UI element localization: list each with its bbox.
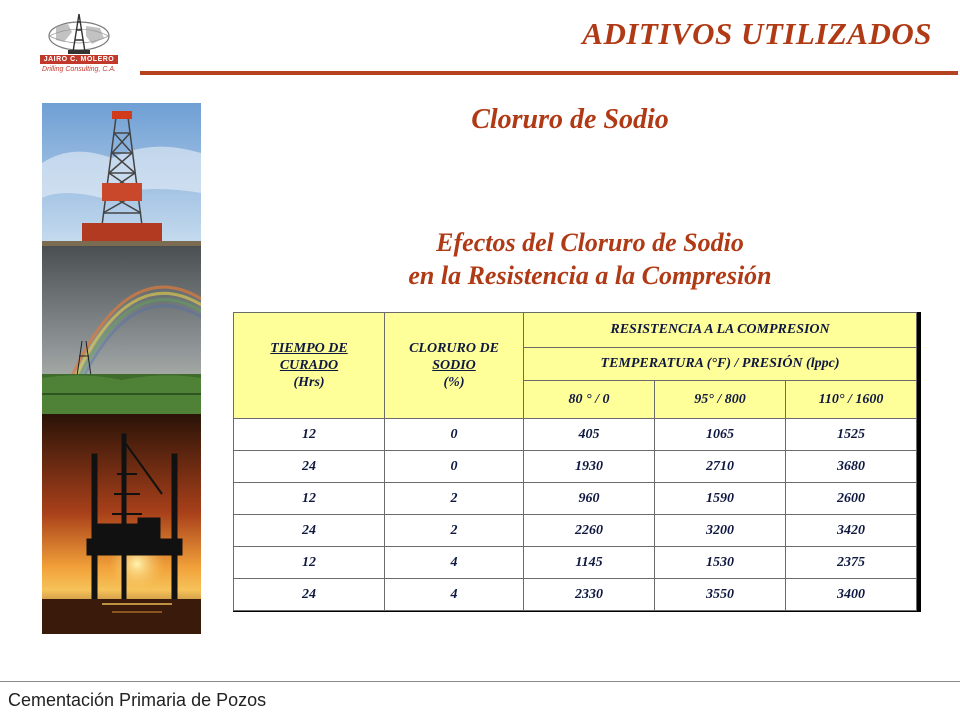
section-title-line-1: Efectos del Cloruro de Sodio: [436, 228, 744, 257]
table-cell: 0: [385, 451, 524, 483]
table-cell: 2330: [524, 579, 655, 611]
table-row: [234, 579, 917, 611]
table-cell: 3680: [786, 451, 917, 483]
header-sodium-chloride: CLORURO DE SODIO (%): [385, 313, 524, 419]
drilling-rig-photo: [42, 103, 201, 246]
table-cell: 3420: [786, 515, 917, 547]
table-row: [234, 515, 917, 547]
table-row: [234, 483, 917, 515]
table-cell: 1530: [655, 547, 786, 579]
rainbow-field-photo: [42, 246, 201, 414]
table-cell: 12: [234, 419, 385, 451]
table-cell: 4: [385, 579, 524, 611]
table-cell: 12: [234, 483, 385, 515]
table-row: [234, 451, 917, 483]
table-cell: 960: [524, 483, 655, 515]
footer-text: Cementación Primaria de Pozos: [8, 690, 267, 710]
table-row: [234, 419, 917, 451]
table-cell: 2600: [786, 483, 917, 515]
photo-strip: [42, 103, 201, 634]
table-cell: 2710: [655, 451, 786, 483]
section-title: [330, 226, 850, 292]
company-logo: [38, 12, 120, 74]
table-cell: 1065: [655, 419, 786, 451]
header-divider: [140, 71, 958, 75]
table-row: [234, 547, 917, 579]
header-condition-1: 80 ° / 0: [524, 381, 655, 419]
table-cell: 2260: [524, 515, 655, 547]
logo-name: JAIRO C. MOLERO: [40, 55, 118, 64]
table-cell: 24: [234, 451, 385, 483]
subtitle: Cloruro de Sodio: [471, 104, 669, 135]
table-cell: 405: [524, 419, 655, 451]
derrick-globe-icon: [38, 12, 120, 56]
table-cell: 3200: [655, 515, 786, 547]
compression-strength-table: [233, 312, 921, 612]
table-cell: 24: [234, 515, 385, 547]
table-cell: 1930: [524, 451, 655, 483]
section-title-line-2: en la Resistencia a la Compresión: [408, 261, 772, 290]
header-condition-3: 110° / 1600: [786, 381, 917, 419]
footer-divider: [0, 681, 960, 682]
table-cell: 3550: [655, 579, 786, 611]
offshore-platform-photo: [42, 414, 201, 634]
logo-tagline: Drilling Consulting, C.A.: [42, 66, 116, 73]
table-cell: 12: [234, 547, 385, 579]
header-compressive-strength: RESISTENCIA A LA COMPRESION: [524, 313, 917, 348]
table-cell: 1145: [524, 547, 655, 579]
table-cell: 4: [385, 547, 524, 579]
page-title: ADITIVOS UTILIZADOS: [582, 16, 932, 51]
table-cell: 1590: [655, 483, 786, 515]
table-cell: 2: [385, 483, 524, 515]
table-cell: 1525: [786, 419, 917, 451]
header-condition-2: 95° / 800: [655, 381, 786, 419]
table-cell: 3400: [786, 579, 917, 611]
table-cell: 24: [234, 579, 385, 611]
table-cell: 2: [385, 515, 524, 547]
header-temperature-pressure: TEMPERATURA (°F) / PRESIÓN (lppc): [524, 348, 917, 381]
header-curing-time: TIEMPO DE CURADO (Hrs): [234, 313, 385, 419]
table-cell: 0: [385, 419, 524, 451]
table-cell: 2375: [786, 547, 917, 579]
